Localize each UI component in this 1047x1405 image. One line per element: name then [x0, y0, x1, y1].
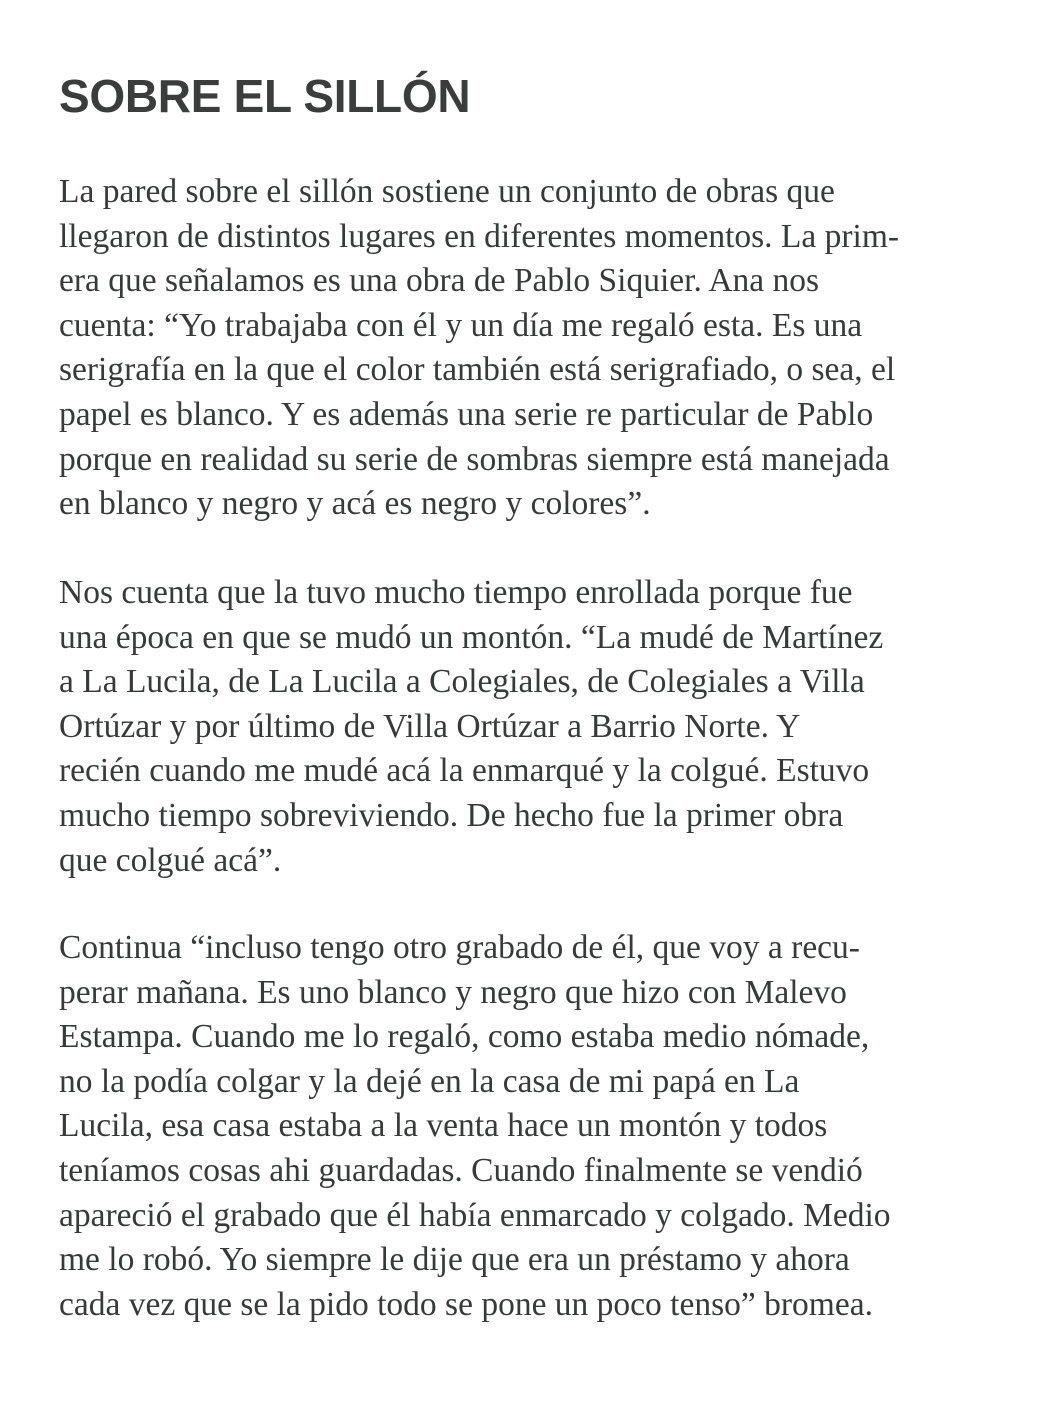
paragraph-line: era que señalamos es una obra de Pablo Siquier. Ana nos — [59, 262, 820, 300]
paragraph-1 — [59, 170, 1019, 527]
paragraph-line: una época en que se mudó un montón. “La mudé de Martínez — [59, 618, 884, 656]
paragraph-2 — [59, 571, 1019, 883]
paragraph-line: Lucila, esa casa estaba a la venta hace un montón y todos — [59, 1107, 828, 1145]
paragraph-line: serigrafía en la que el color también está serigrafiado, o sea, el — [59, 351, 896, 389]
page-title: SOBRE EL SILLÓN — [59, 70, 471, 122]
paragraph-line: cada vez que se la pido todo se pone un poco tenso” bromea. — [59, 1285, 873, 1323]
paragraph-line: cuenta: “Yo trabajaba con él y un día me regaló esta. Es una — [59, 306, 863, 344]
paragraph-line: no la podía colgar y la dejé en la casa de mi papá en La — [59, 1062, 800, 1100]
paragraph-line: mucho tiempo sobreviviendo. De hecho fue la primer obra — [59, 796, 844, 834]
paragraph-line: que colgué acá”. — [59, 841, 282, 879]
paragraph-line: Nos cuenta que la tuvo mucho tiempo enrollada porque fue — [59, 574, 853, 611]
paragraph-line: teníamos cosas ahi guardadas. Cuando finalmente se vendió — [59, 1151, 863, 1189]
paragraph-line: Estampa. Cuando me lo regaló, como estaba medio nómade, — [59, 1018, 870, 1056]
paragraph-line: me lo robó. Yo siempre le dije que era un préstamo y ahora — [59, 1241, 850, 1279]
paragraph-line: Continua “incluso tengo otro grabado de él, que voy a recu- — [59, 929, 860, 966]
paragraph-line: porque en realidad su serie de sombras siempre está manejada — [59, 440, 890, 478]
paragraph-3 — [59, 926, 1019, 1327]
paragraph-line: recién cuando me mudé acá la enmarqué y la colgué. Estuvo — [59, 752, 870, 790]
paragraph-line: en blanco y negro y acá es negro y colores”. — [59, 485, 651, 523]
paragraph-line: llegaron de distintos lugares en diferentes momentos. La prim- — [59, 217, 900, 255]
paragraph-line: papel es blanco. Y es además una serie re particular de Pablo — [59, 395, 874, 433]
paragraph-line: Ortúzar y por último de Villa Ortúzar a Barrio Norte. Y — [59, 707, 801, 745]
paragraph-line: perar mañana. Es uno blanco y negro que hizo con Malevo — [59, 973, 847, 1011]
paragraph-line: a La Lucila, de La Lucila a Colegiales, de Colegiales a Villa — [59, 663, 865, 701]
paragraph-line: apareció el grabado que él había enmarcado y colgado. Medio — [59, 1196, 891, 1234]
paragraph-line: La pared sobre el sillón sostiene un conjunto de obras que — [59, 173, 835, 210]
